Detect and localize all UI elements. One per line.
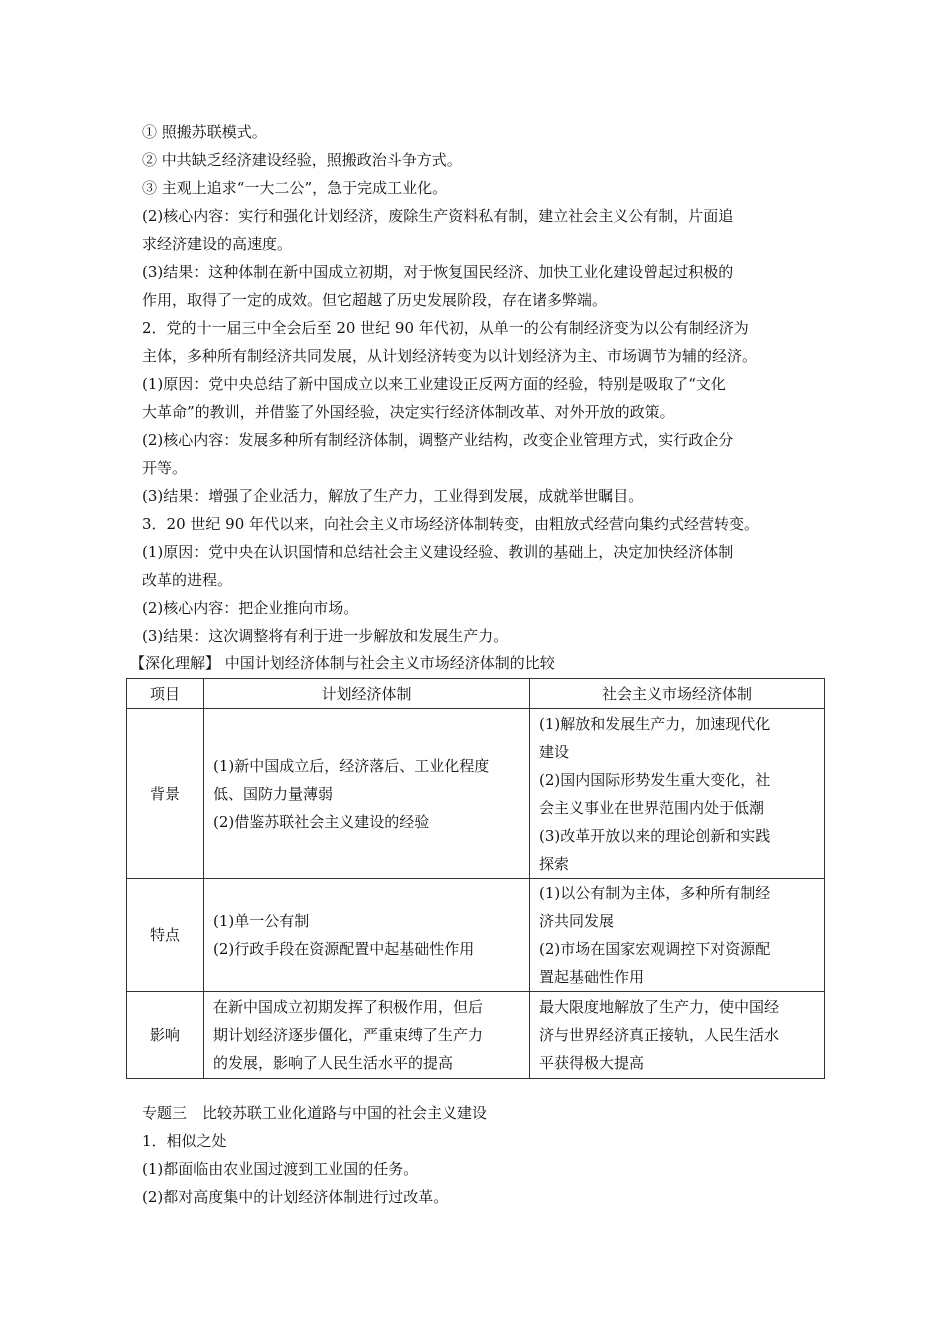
text-line: (2)核心内容：实行和强化计划经济，废除生产资料私有制，建立社会主义公有制，片面追 — [142, 207, 734, 225]
cell-text: 低、国防力量薄弱 — [213, 784, 334, 803]
cell-text: (3)改革开放以来的理论创新和实践 — [539, 826, 771, 845]
cell-text: (2)市场在国家宏观调控下对资源配 — [539, 940, 771, 958]
text-line: 3．20 世纪 90 年代以来，向社会主义市场经济体制转变，由粗放式经营向集约式经营转变。 — [142, 515, 760, 533]
cell-text: 置起基础性作用 — [539, 968, 645, 986]
table-row — [127, 879, 825, 992]
cell-text: (2)借鉴苏联社会主义建设的经验 — [213, 812, 430, 831]
text-line: ③ 主观上追求“一大二公”，急于完成工业化。 — [142, 179, 448, 197]
cell-text: (1)以公有制为主体，多种所有制经 — [539, 884, 771, 902]
cell-text: 济共同发展 — [539, 912, 615, 930]
table-row — [127, 709, 825, 879]
cell-text: (2)国内国际形势发生重大变化，社 — [539, 770, 771, 789]
table-header-row — [127, 679, 825, 709]
comparison-table — [126, 678, 825, 1079]
text-line: 2．党的十一届三中全会后至 20 世纪 90 年代初，从单一的公有制经济变为以公有制经济为 — [142, 319, 749, 337]
text-line: 1．相似之处 — [142, 1132, 227, 1150]
text-line: (2)核心内容：发展多种所有制经济体制，调整产业结构，改变企业管理方式，实行政企分 — [142, 431, 734, 449]
cell-text: (1)单一公有制 — [213, 912, 310, 930]
text-line: (1)都面临由农业国过渡到工业国的任务。 — [142, 1160, 419, 1178]
cell-text: 期计划经济逐步僵化，严重束缚了生产力 — [213, 1026, 484, 1044]
text-line: 开等。 — [142, 459, 188, 477]
section-heading: 【深化理解】 中国计划经济体制与社会主义市场经济体制的比较 — [130, 654, 555, 672]
table-header-cell: 项目 — [127, 679, 204, 709]
text-line: (3)结果：这次调整将有利于进一步解放和发展生产力。 — [142, 627, 509, 645]
text-line: (3)结果：增强了企业活力，解放了生产力，工业得到发展，成就举世瞩目。 — [142, 487, 644, 505]
table-header-cell: 社会主义市场经济体制 — [530, 679, 825, 709]
cell-text: 平获得极大提高 — [539, 1054, 645, 1072]
text-line: (3)结果：这种体制在新中国成立初期，对于恢复国民经济、加快工业化建设曾起过积极的 — [142, 263, 734, 281]
text-line: 求经济建设的高速度。 — [142, 235, 293, 253]
row-label: 背景 — [127, 709, 204, 879]
text-line: 主体，多种所有制经济共同发展，从计划经济转变为以计划经济为主、市场调节为辅的经济。 — [142, 347, 758, 365]
table-cell — [530, 992, 825, 1079]
cell-text: (1)解放和发展生产力，加速现代化 — [539, 714, 771, 733]
cell-text: 在新中国成立初期发挥了积极作用，但后 — [213, 998, 484, 1016]
text-line: 作用，取得了一定的成效。但它超越了历史发展阶段，存在诸多弊端。 — [142, 291, 608, 309]
text-line: (1)原因：党中央在认识国情和总结社会主义建设经验、教训的基础上，决定加快经济体制 — [142, 543, 734, 561]
cell-text: (1)新中国成立后，经济落后、工业化程度 — [213, 756, 490, 775]
cell-text: 会主义事业在世界范围内处于低潮 — [539, 798, 765, 817]
table-header-cell: 计划经济体制 — [204, 679, 530, 709]
table-cell — [204, 879, 530, 992]
row-label: 影响 — [127, 992, 204, 1079]
table-row — [127, 992, 825, 1079]
cell-text: (2)行政手段在资源配置中起基础性作用 — [213, 940, 475, 958]
cell-text: 济与世界经济真正接轨，人民生活水 — [539, 1026, 780, 1044]
text-line: ② 中共缺乏经济建设经验，照搬政治斗争方式。 — [142, 151, 462, 169]
text-line: 改革的进程。 — [142, 571, 233, 589]
text-line: (2)都对高度集中的计划经济体制进行过改革。 — [142, 1188, 449, 1206]
text-line: ① 照搬苏联模式。 — [142, 123, 267, 141]
cell-text: 探索 — [539, 854, 570, 873]
text-line: (1)原因：党中央总结了新中国成立以来工业建设正反两方面的经验，特别是吸取了“文化 — [142, 375, 726, 393]
cell-text: 最大限度地解放了生产力，使中国经 — [539, 998, 780, 1016]
text-line: 大革命”的教训，并借鉴了外国经验，决定实行经济体制改革、对外开放的政策。 — [142, 403, 675, 421]
row-label: 特点 — [127, 879, 204, 992]
text-line: (2)核心内容：把企业推向市场。 — [142, 599, 359, 617]
cell-text: 的发展，影响了人民生活水平的提高 — [213, 1054, 454, 1072]
table-cell — [530, 709, 825, 879]
table-cell — [530, 879, 825, 992]
section-heading: 专题三 比较苏联工业化道路与中国的社会主义建设 — [142, 1104, 488, 1122]
table-cell — [204, 992, 530, 1079]
cell-text: 建设 — [539, 742, 570, 761]
table-cell — [204, 709, 530, 879]
